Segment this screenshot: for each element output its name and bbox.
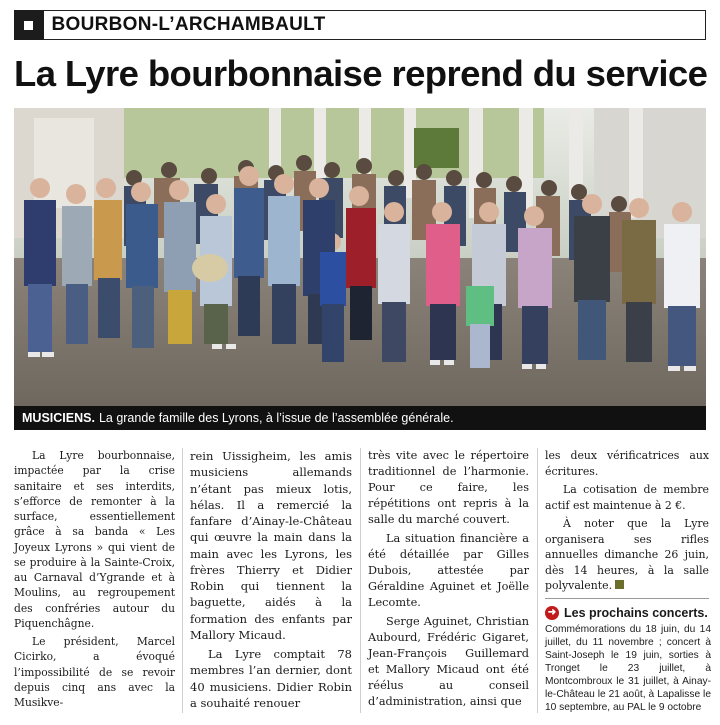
paragraph: Le président, Marcel Cicirko, a évoqué l’impossibilité de se revoir depuis cinq ans avec la Musikve- <box>14 635 175 709</box>
photo-caption <box>14 406 706 430</box>
caption-text: La grande famille des Lyrons, à l’issue de l’assemblée générale. <box>98 411 454 425</box>
paragraph: rein Uissigheim, les amis musiciens allemands n’étant pas mieux lotis, hélas. Il a remercié la fanfare d’Ainay-le-Château qui œuvre la main dans la main avec les Lyrons, les frères Thierry et Didier Robin qui tiennent la baguette, aidés à la formation des enfants par Mallory Micaud. <box>190 449 352 642</box>
paragraph: La cotisation de membre actif est maintenue à 2 €. <box>545 483 709 512</box>
paragraph: La Lyre bourbonnaise, impactée par la crise sanitaire et ses interdits, s’efforce de remonter à la surface, essentiellement grâce à sa banda « Les Joyeux Lyrons » qui vient de se produire à la Sainte-Croix, au Carnaval d’Ygrande et à Moulins, au regroupement des confréries autour du Piquenchâgne. <box>14 449 175 630</box>
headline: La Lyre bourbonnaise reprend du service <box>14 53 708 94</box>
column-divider <box>360 448 361 713</box>
article-column-1 <box>14 448 175 710</box>
end-square-icon <box>615 580 624 589</box>
article-column-3 <box>368 448 529 710</box>
concerts-box-text: Commémorations du 18 juin, du 14 juillet, du 11 novembre ; concert à Saint-Joseph le 19 juin, sorties à Tronget le 23 juillet, à Montcombroux le 31 juillet, à Ainay-le-Château le 21 août, à Lapalisse le 10 septembre, au PAL le 9 octobre <box>545 624 711 714</box>
paragraph: les deux vérificatrices aux écritures. <box>545 449 709 478</box>
section-kicker <box>14 10 706 40</box>
group-photo <box>14 108 706 406</box>
paragraph-last <box>545 516 709 594</box>
article-column-4 <box>545 448 709 594</box>
paragraph: très vite avec le répertoire traditionnel de l’harmonie. Pour ce faire, les répétitions ont repris à la salle du marché couvert. <box>368 449 529 526</box>
paragraph-text: À noter que la Lyre organisera ses rifles annuelles dimanche 26 juin, dès 14 heures, à la salle polyvalente. <box>545 517 709 592</box>
group-photo-illustration <box>14 108 706 406</box>
paragraph: La Lyre comptait 78 membres l’an dernier, dont 40 musiciens. Didier Robin a souhaité renouer <box>190 647 352 710</box>
concerts-box-title <box>545 605 715 621</box>
paragraph: Serge Aguinet, Christian Aubourd, Frédéric Gigaret, Jean-François Guillemard et Mallory Micaud ont été réélus au conseil d’administration, ainsi que <box>368 615 529 708</box>
paragraph: La situation financière a été détaillée par Gilles Dubois, attestée par Géraldine Aguinet et Joëlle Lecomte. <box>368 532 529 609</box>
article-column-2 <box>190 448 352 711</box>
red-arrow-icon: ➜ <box>545 606 559 620</box>
black-square-icon <box>14 10 44 40</box>
concerts-title-text: Les prochains concerts. <box>564 606 708 620</box>
caption-label: MUSICIENS. <box>22 411 95 425</box>
column-divider <box>182 448 183 713</box>
box-divider <box>545 598 709 599</box>
column-divider <box>537 448 538 713</box>
kicker-text: BOURBON-L’ARCHAMBAULT <box>51 14 326 35</box>
